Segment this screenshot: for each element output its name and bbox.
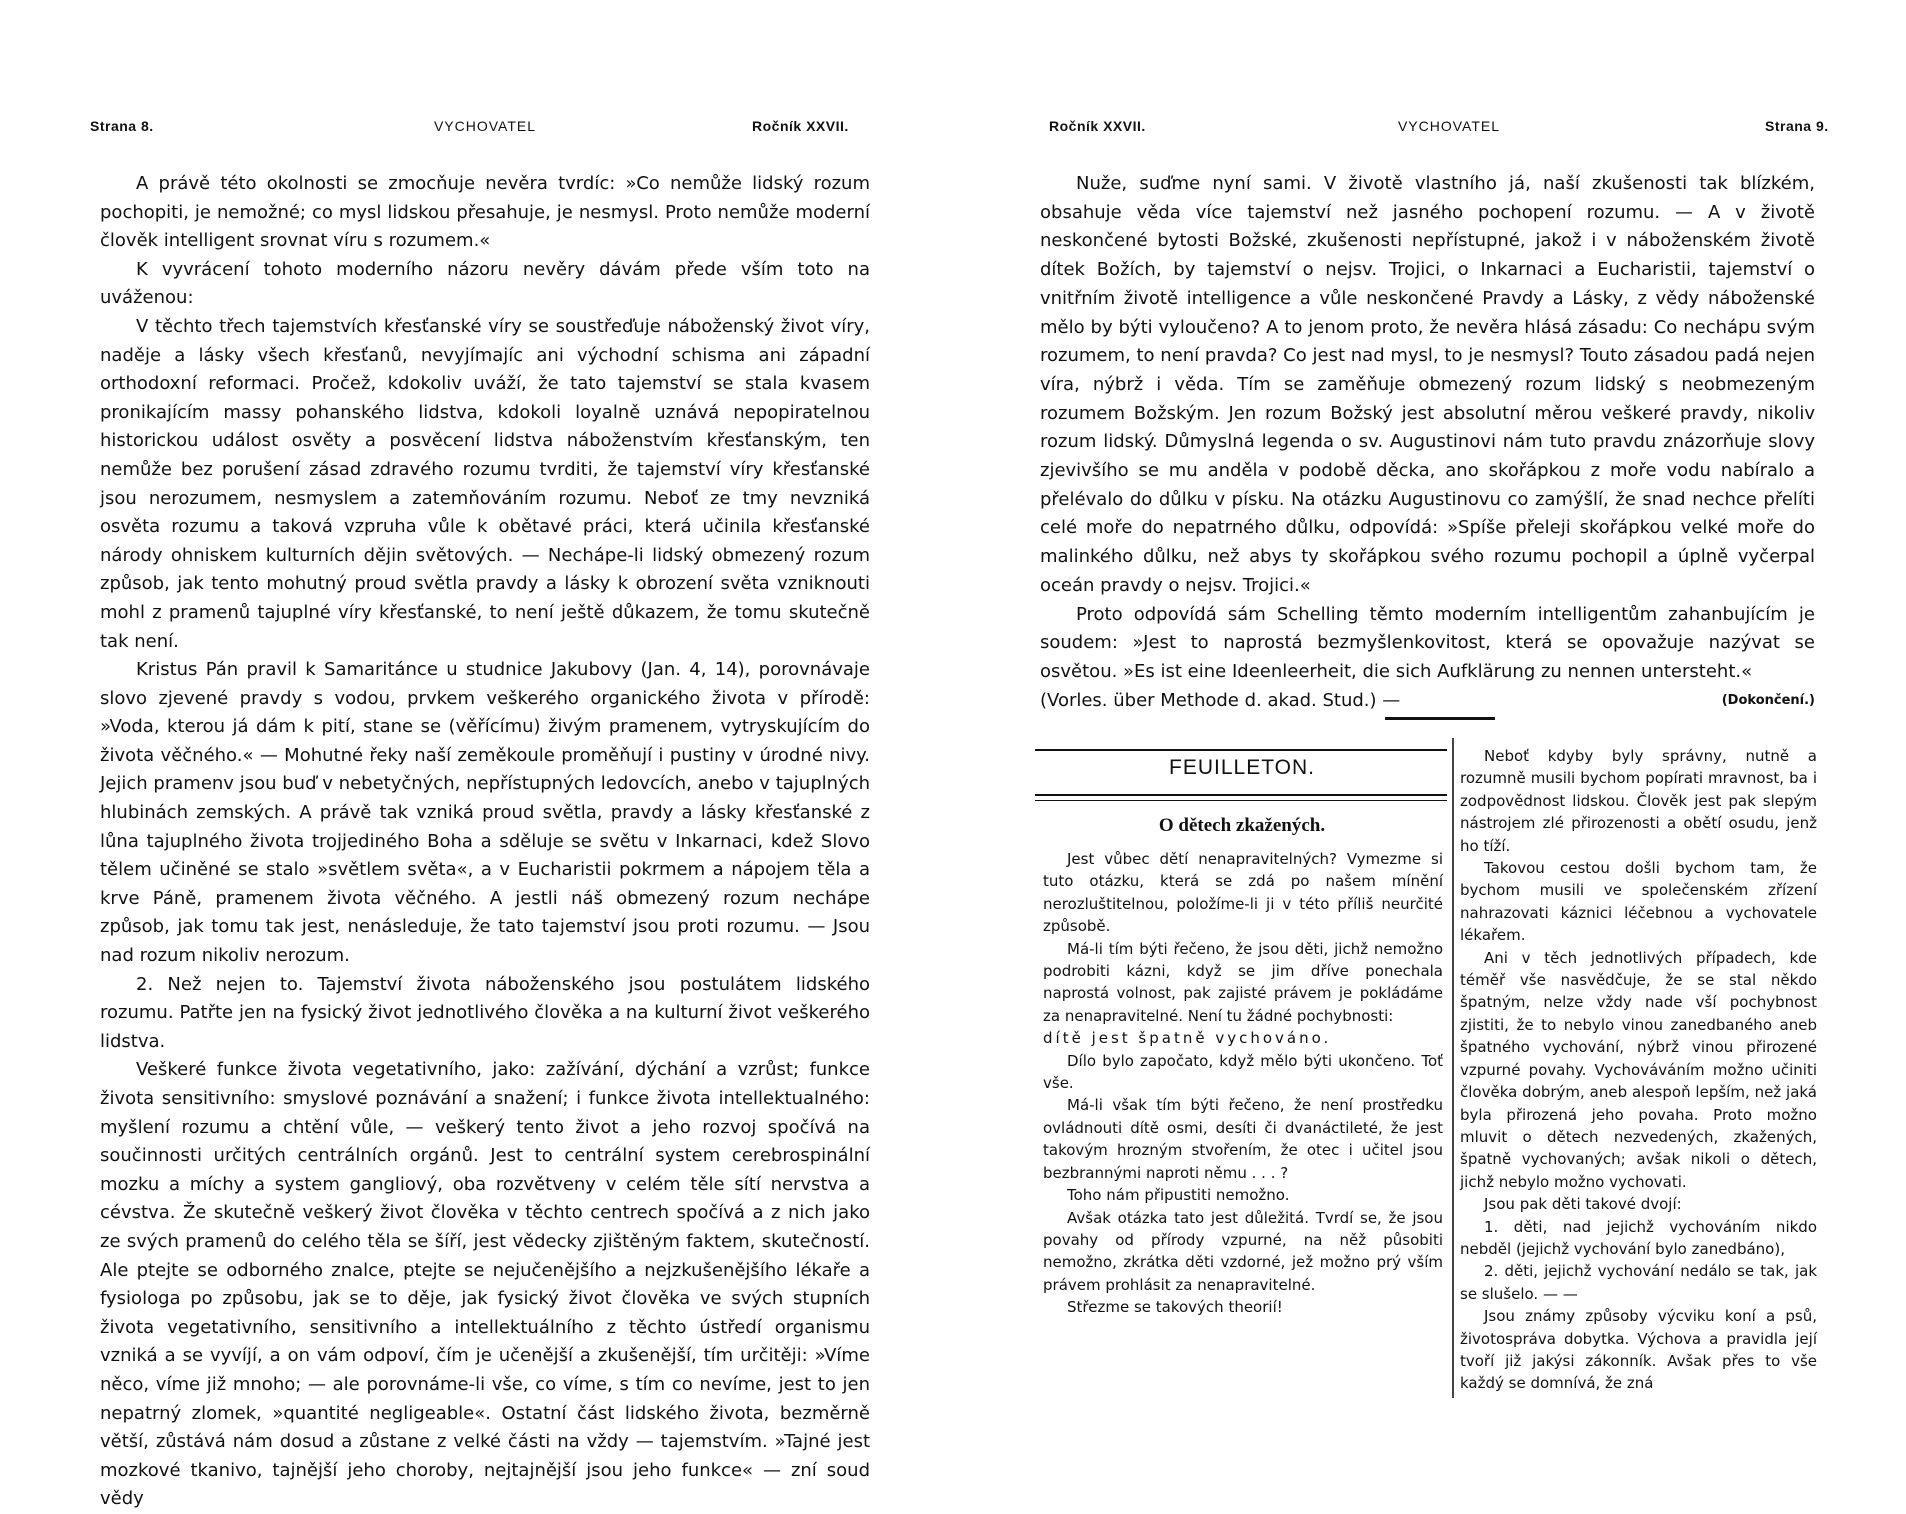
right-journal-title: VYCHOVATEL (1397, 118, 1501, 134)
right-main-text (1040, 170, 1815, 715)
feuilleton-column-1 (1043, 848, 1443, 1319)
left-page (0, 0, 953, 1510)
paragraph: Střezme se takových theorií! (1067, 1298, 1283, 1317)
continuation-note: (Dokončení.) (1721, 692, 1815, 708)
feuilleton-column-2 (1460, 745, 1817, 1395)
paragraph: 1. děti, nad jejichž vychováním nikdo nebděl (jejichž vychování bylo zanedbáno), (1460, 1217, 1817, 1258)
citation: (Vorles. über Methode d. akad. Stud.) — (1040, 689, 1401, 711)
left-volume: Ročník XXVII. (752, 118, 849, 134)
paragraph: A právě této okolnosti se zmocňuje nevěra tvrdíc: »Co nemůže lidský rozum pochopiti, je nemožné; co mysl lidskou přesahuje, je nesmysl. Proto nemůže moderní člověk intelligent srovnat víru s rozumem.« (100, 173, 870, 252)
paragraph: Neboť kdyby byly správny, nutně a rozumně musili bychom popírati mravnost, ba i zodpovědnost lidskou. Člověk jest pak slepým nástrojem zlé přirozenosti a obětí osudu, jenž ho tíží. (1460, 747, 1817, 855)
paragraph: V těchto třech tajemstvích křesťanské víry se soustřeďuje náboženský život víry, naděje a lásky všech křesťanů, nevyjímajíc ani východní schisma ani západní orthodoxní reformaci. Pročež, kdokoliv uváží, že tato tajemství se stala kvasem pronikajícím massy pohanského lidstva, kdokoli loyalně uznává nepopiratelnou historickou událost osvěty a posvěcení lidstva náboženstvím křesťanským, ten nemůže bez porušení zásad zdravého rozumu tvrditi, že tajemství víry křesťanské jsou nerozumem, nesmyslem a zatemňováním rozumu. Neboť ze tmy nevzniká osvěta rozumu a taková vzpruha vůle k obětavé práci, která učinila křesťanské národy ohniskem kulturních dějin světových. — Nechápe-li lidský obmezený rozum způsob, jak tento mohutný proud světla pravdy a lásky k obrození světa vzniknouti mohl z pramenů tajuplné víry křesťanské, to není ještě důkazem, že tomu skutečně tak není. (100, 315, 870, 652)
right-page-number: Strana 9. (1765, 118, 1829, 134)
paragraph: Jest vůbec dětí nenapravitelných? Vymezme si tuto otázku, která se zdá po našem mínění nerozluštitelnou, položíme-li ji v této příliš neurčité způsobě. (1043, 850, 1443, 936)
paragraph: Proto odpovídá sám Schelling těmto moderním intelligentům zahanbujícím je soudem: »Jest to naprostá bezmyšlenkovitost, která se opovažuje nazývat se osvětou. »Es ist eine Ideenleerheit, die sich Aufklärung zu nennen untersteht.« (1040, 603, 1815, 682)
paragraph: Veškeré funkce života vegetativního, jako: zažívání, dýchání a vzrůst; funkce života sensitivního: smyslové poznávání a snažení; i funkce života intellektualného: myšlení rozumu a chtění vůle, — veškerý tento život a jeho rozvoj spočívá na součinnosti určitých centrálních orgánů. Jest to centrální system cerebrospinální mozku a míchy a system gangliový, oba rozvětveny v celém těle sítí nervstva a cévstva. Že skutečně veškerý život člověka v těchto centrech spočívá a z nich jako ze svých pramenů do celého těla se šíří, jest vědecky zjištěným faktem, skutečností. Ale ptejte se odborného znalce, ptejte se nejučenějšího a nejzkušenějšího lékaře a fysiologa po způsobu, jak se to děje, jak fysický život člověka ve svých stupních života vegetativního, sensitivního a intellektuálního z těchto ústředí organismu vzniká a se vyvíjí, a on vám odpoví, čím je učenější a zkušenější, tím určitěji: »Víme něco, víme již mnoho; — ale porovnáme-li vše, co víme, s tím co nevíme, jest to jen nepatrný zlomek, »quantité negligeable«. Ostatní část lidského života, bezměrně větší, zůstává nám dosud a zůstane z velké části na vždy — tajemstvím. »Tajné jest mozkové tkanivo, tajnější jeho choroby, nejtajnější jsou jeho funkce« — zní soud vědy (100, 1059, 870, 1510)
paragraph: 2. Než nejen to. Tajemství života náboženského jsou postulátem lidského rozumu. Patřte jen na fysický život jednotlivého člověka a na kulturní život veškerého lidstva. (100, 973, 870, 1052)
paragraph: 2. děti, jejichž vychování nedálo se tak, jak se slušelo. — — (1460, 1262, 1817, 1303)
column-divider (1452, 738, 1454, 1398)
paragraph: Kristus Pán pravil k Samaritánce u studnice Jakubovy (Jan. 4, 14), porovnávaje slovo zjevené pravdy s vodou, prvkem veškerého organického života v přírodě: »Voda, kterou já dám k pití, stane se (věřícímu) živým pramenem, vytryskujícím do života věčného.« — Mohutné řeky naší zeměkoule proměňují i pustiny v úrodné nivy. Jejich pramenv jsou buď v nebetyčných, nepřístupných ledovcích, anebo v tajuplných hlubinách zemských. A právě tak vzniká proud světla, pravdy a lásky křesťanské z lůna tajuplného života trojjediného Boha a sděluje se světu v Inkarnaci, kdež Slovo tělem učiněné se stalo »světlem světa«, a v Eucharistii pokrmem a nápojem těla a krve Páně, pramenem života věčného. A jestli náš obmezený rozum nechápe způsob, jak tomu tak jest, nenásleduje, že tato tajemství jsou proti rozumu. — Jsou nad rozum nikoliv nerozum. (100, 659, 870, 967)
paragraph: Jsou pak děti takové dvojí: (1484, 1195, 1682, 1214)
paragraph: Nuže, suďme nyní sami. V životě vlastního já, naší zkušenosti tak blízkém, obsahuje věda více tajemství než jasného pochopení rozumu. — A v životě neskončené bytosti Božské, zkušenosti nepřístupné, jakož i v náboženském životě dítek Božích, by tajemství o nejsv. Trojici, o Inkarnaci a Eucharistii, tajemství o vnitřním životě intelligence a vůle neskončené Pravdy a Lásky, z vědy náboženské mělo by býti vyloučeno? A to jenom proto, že nevěra hlásá zásadu: Co nechápu svým rozumem, to není pravda? Co jest nad mysl, to je nesmysl? Touto zásadou padá nejen víra, nýbrž i věda. Tím se zaměňuje obmezený rozum lidský s neobmezeným rozumem Božským. Jen rozum Božský jest absolutní měrou veškeré pravdy, nikoliv rozum lidský. Důmyslná legenda o sv. Augustinovi nám tuto pravdu znázorňuje slovy zjevivšího se mu anděla v podobě děcka, ano skořápkou z moře vodu nabíralo a přelévalo do důlku v písku. Na otázku Augustinovu co zamýšlí, že snad nechce přelíti celé moře do nepatrného důlku, odpovídá: »Spíše přeleji skořápkou velké moře do malinkého důlku, než abys ty skořápkou svého rozumu pochopil a úplně vyčerpal oceán pravdy o nejsv. Trojici.« (1040, 173, 1815, 596)
feuilleton-title: O dětech zkažených. (1158, 815, 1326, 836)
feuilleton-heading: FEUILLETON. (1169, 756, 1315, 779)
left-main-text (100, 170, 870, 1514)
left-page-number: Strana 8. (90, 118, 154, 134)
paragraph: Má-li tím býti řečeno, že jsou děti, jichž nemožno podrobiti kázni, když se jim dříve ponechala naprostá volnost, pak zajisté právem je pokládáme za nenapravitelné. Není tu žádné pochybnosti: (1043, 939, 1443, 1025)
section-divider (1385, 717, 1495, 720)
left-running-head (0, 118, 953, 138)
feuilleton-rule (1035, 794, 1447, 796)
paragraph: Avšak otázka tato jest důležitá. Tvrdí se, že jsou povahy od přírody vzpurné, na něž působiti nemožno, zkrátka děti vzdorné, jež možno prý vším právem prohlásit za nenapravitelné. (1043, 1208, 1443, 1294)
paragraph: Ani v těch jednotlivých případech, kde téměř vše nasvědčuje, že se stal někdo špatným, nelze vždy nade vší pochybnost zjistiti, že to nebylo vinou zanedbaného aneb špatného vychování, nýbrž vinou přirozené vzpurné povahy. Vychováváním možno učiniti člověka dobrým, aneb alespoň lepším, než jaká byla přirozená jeho povaha. Proto možno mluvit o dětech nezvedených, zkažených, špatně vychovaných; avšak nikoli o dětech, jichž nebylo možno vychovati. (1460, 948, 1817, 1191)
paragraph: Má-li však tím býti řečeno, že není prostředku ovládnouti dítě osmi, desíti či dvanáctileté, že jest takovým hrozným stvořením, že otec i učitel jsou bezbrannými naproti němu . . . ? (1043, 1096, 1443, 1182)
right-running-head (953, 118, 1906, 138)
paragraph: K vyvrácení tohoto moderního názoru nevěry dávám přede vším toto na uváženou: (100, 258, 870, 309)
feuilleton-top-rule (1035, 749, 1447, 751)
paragraph: dítě jest špatně vychováno. (1043, 1029, 1332, 1048)
paragraph: Dílo bylo započato, když mělo býti ukončeno. Toť vše. (1043, 1051, 1443, 1093)
left-journal-title: VYCHOVATEL (433, 118, 537, 134)
right-volume: Ročník XXVII. (1049, 118, 1146, 134)
paragraph: Toho nám připustiti nemožno. (1067, 1186, 1290, 1205)
feuilleton-rule-thin (1035, 800, 1447, 801)
paragraph: Takovou cestou došli bychom tam, že bychom musili ve společenském zřízení nahrazovati káznici léčebnou a vychovatele lékařem. (1460, 859, 1817, 945)
citation-line (1040, 687, 1815, 716)
paragraph: Jsou známy způsoby výcviku koní a psů, životospráva dobytka. Výchova a pravidla její tvoří již jakýsi zákonník. Avšak přes to vše každý se domnívá, že zná (1460, 1307, 1817, 1393)
